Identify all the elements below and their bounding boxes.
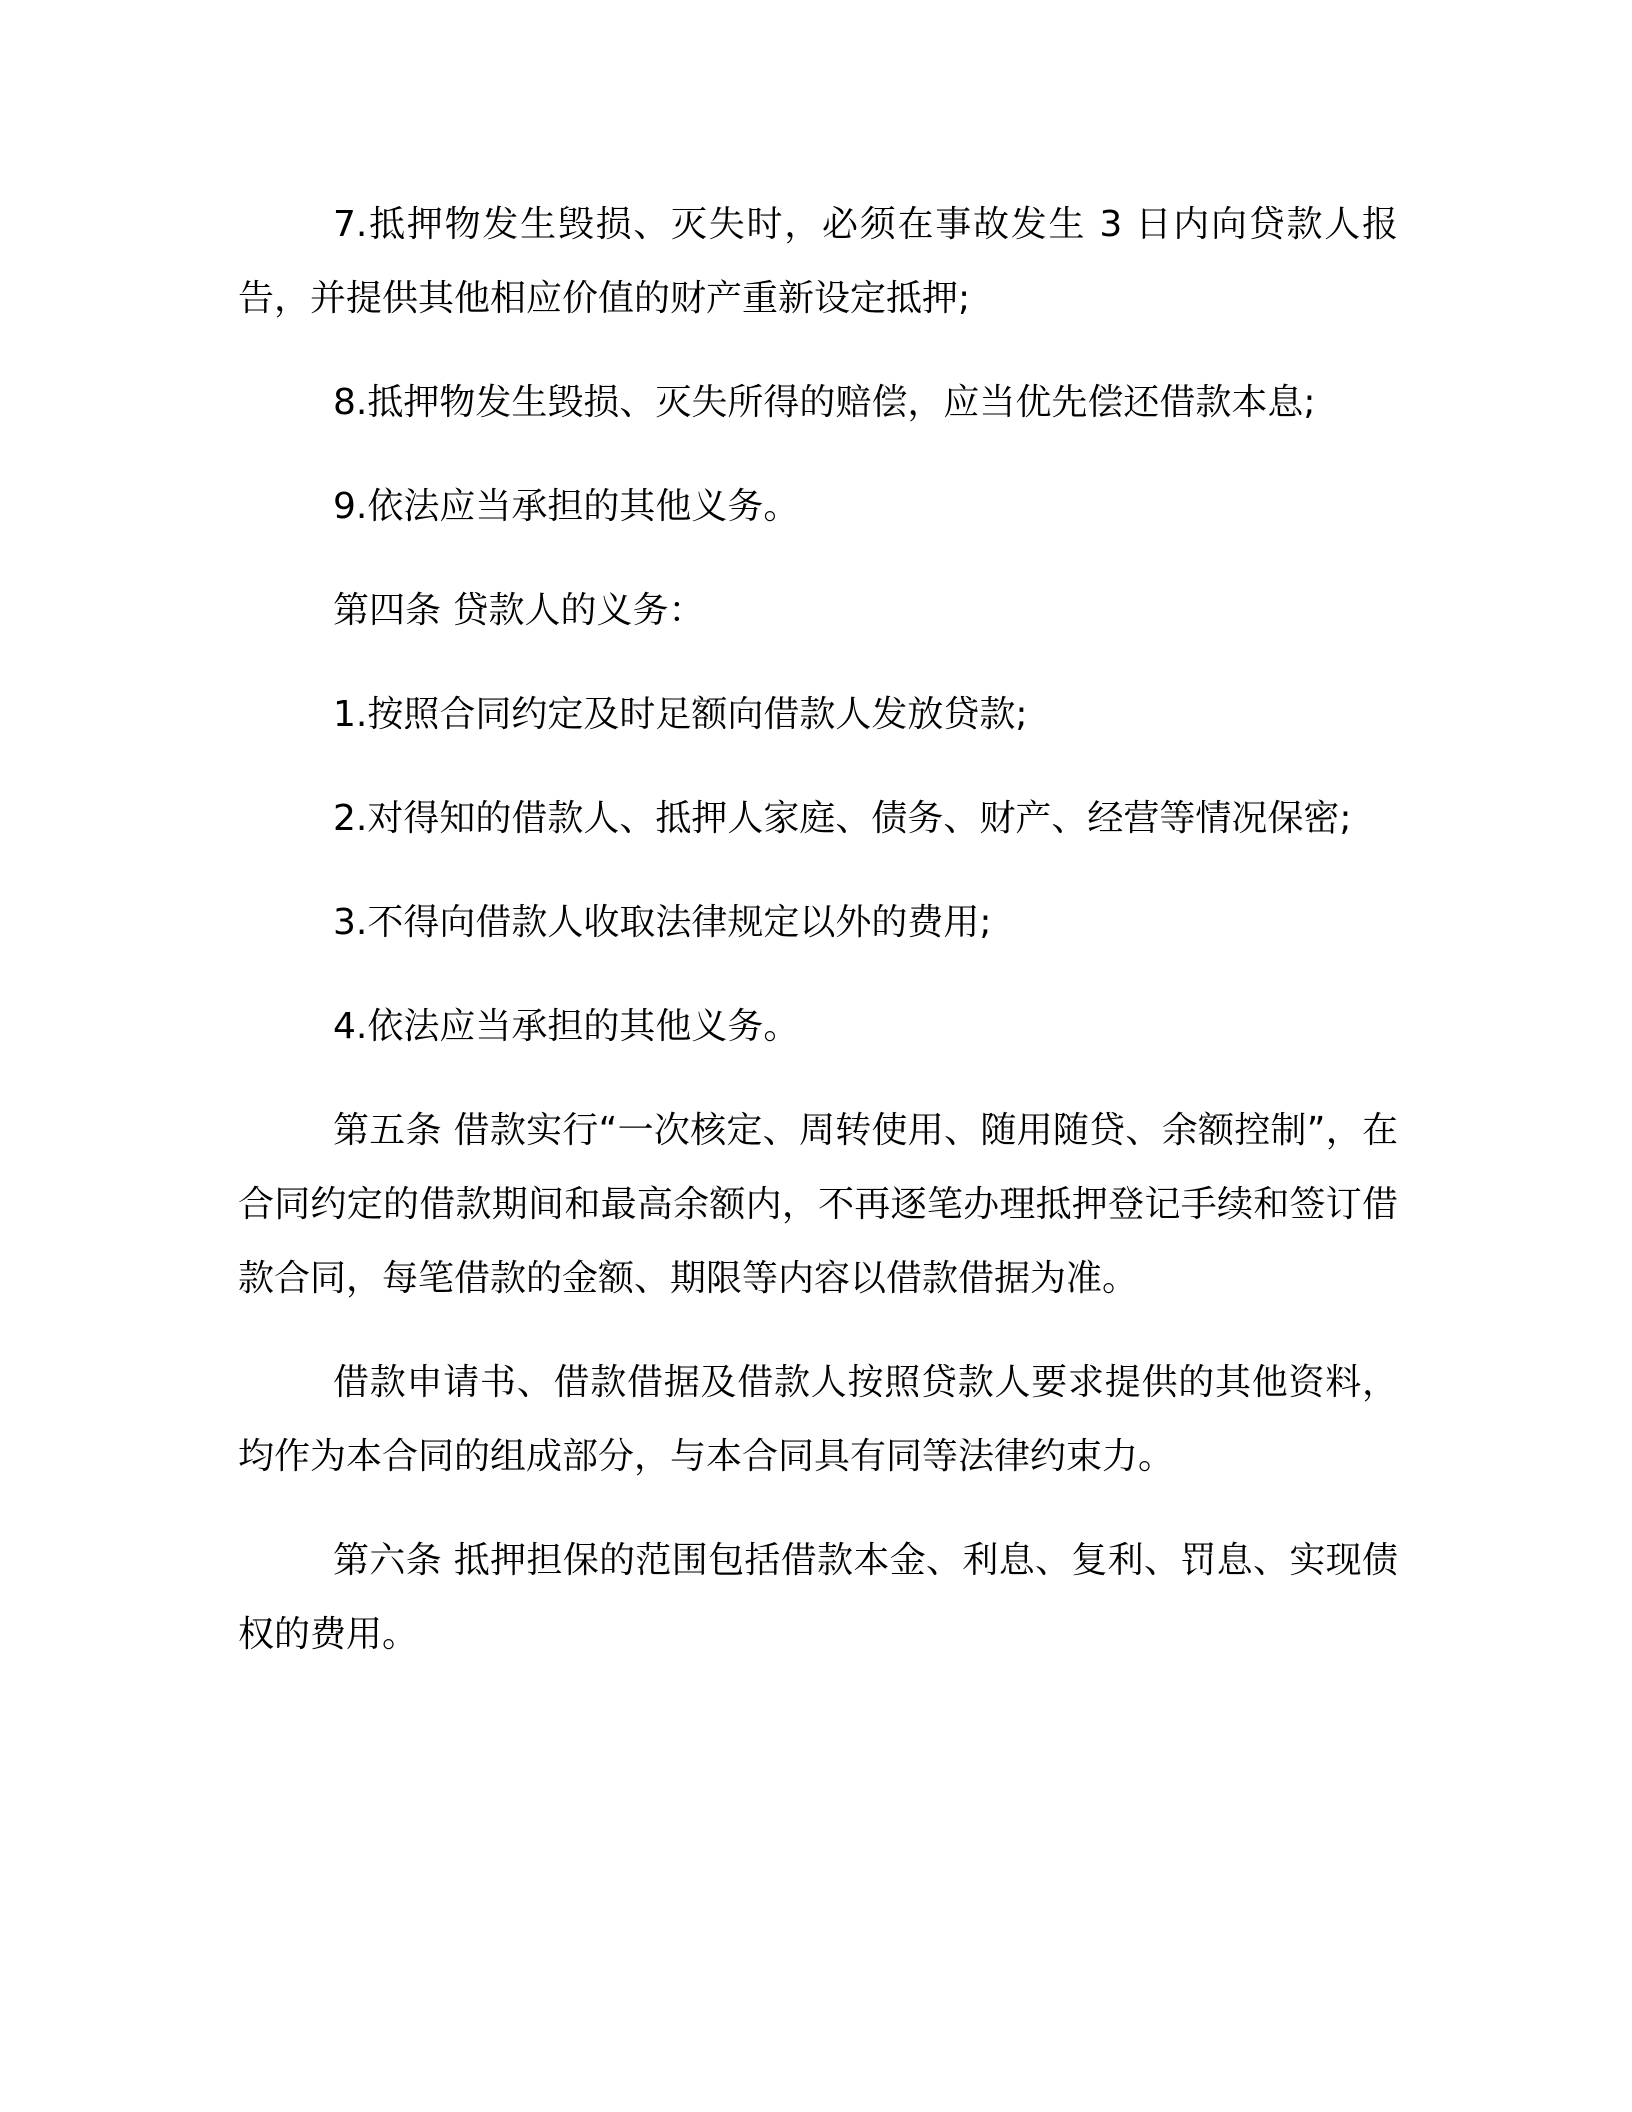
paragraph-clause-7: 7.抵押物发生毁损、灭失时，必须在事故发生 3 日内向贷款人报告，并提供其他相应价值的财产重新设定抵押; <box>238 204 1398 319</box>
paragraph-lender-duty-4: 4.依法应当承担的其他义务。 <box>333 1006 800 1047</box>
paragraph-article-4-heading: 第四条 贷款人的义务： <box>333 590 705 631</box>
paragraph-article-5-supplement: 借款申请书、借款借据及借款人按照贷款人要求提供的其他资料，均作为本合同的组成部分，与本合同具有同等法律约束力。 <box>238 1362 1398 1477</box>
paragraph-clause-9: 9.依法应当承担的其他义务。 <box>333 486 800 527</box>
paragraph-article-5: 第五条 借款实行“一次核定、周转使用、随用随贷、余额控制”，在合同约定的借款期间和最高余额内，不再逐笔办理抵押登记手续和签订借款合同，每笔借款的金额、期限等内容以借款借据为准。 <box>238 1110 1398 1299</box>
paragraph-lender-duty-3: 3.不得向借款人收取法律规定以外的费用; <box>333 902 992 943</box>
document-body <box>238 188 1398 1702</box>
paragraph-lender-duty-2: 2.对得知的借款人、抵押人家庭、债务、财产、经营等情况保密; <box>333 798 1352 839</box>
paragraph-article-6: 第六条 抵押担保的范围包括借款本金、利息、复利、罚息、实现债权的费用。 <box>238 1540 1398 1655</box>
paragraph-lender-duty-1: 1.按照合同约定及时足额向借款人发放贷款; <box>333 694 1028 735</box>
paragraph-clause-8: 8.抵押物发生毁损、灭失所得的赔偿，应当优先偿还借款本息; <box>333 382 1316 423</box>
